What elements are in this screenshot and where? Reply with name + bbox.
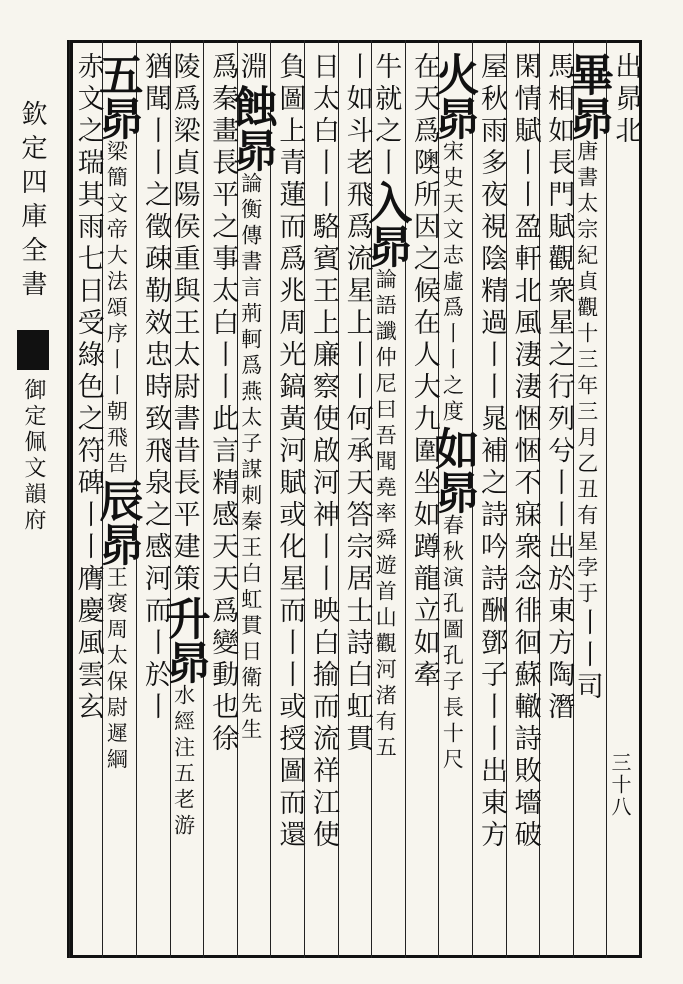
headword: 畢 (561, 52, 613, 96)
citation-text: 宋史天文志虛爲丨丨之度 (440, 140, 465, 426)
citation-text: 春秋演孔圖孔子長十尺 (440, 514, 465, 774)
text-column (158, 52, 210, 840)
column-text: 北 (610, 116, 642, 148)
citation-text: 水經注五老游 (171, 684, 196, 840)
headword: 昴 (427, 96, 479, 140)
column-text: 出昴 (610, 52, 642, 116)
text-column (305, 52, 341, 852)
column-text: 猶聞丨丨之徵疎勒效忠時致飛泉之感 (140, 52, 171, 564)
column-text: 碑丨丨膺慶風雲玄 (72, 468, 104, 724)
text-column (70, 52, 106, 724)
page-number: 三十八 (608, 752, 632, 818)
citation-text: 王褒周太保尉遲綱 (104, 566, 129, 774)
headword: 昴 (561, 96, 613, 140)
text-column (561, 52, 613, 704)
column-text: 河而丨於丨 (140, 564, 171, 724)
headword: 蝕 (225, 84, 277, 128)
column-text: 大九圍坐如蹲龍立如牽 (408, 372, 440, 692)
column-text: 赤文之瑞其雨七日受綠色之符 (72, 52, 104, 468)
text-column (406, 52, 442, 692)
column-text: 馬相如長門賦觀衆星之行列兮丨丨出於東方陶潛 (543, 52, 575, 724)
headword: 昴 (158, 640, 210, 684)
text-column (507, 52, 543, 852)
text-column (427, 52, 479, 774)
citation-text: 唐書太宗紀貞觀十三年三月乙丑有星孛于 (574, 140, 599, 608)
text-column (137, 52, 173, 724)
gutter-ink-block (17, 330, 49, 370)
book-title: 欽定四庫全書 (17, 100, 47, 304)
citation-text: 梁簡文帝大法頌序丨丨朝飛告 (104, 140, 129, 478)
column-text: 牛就之丨 (370, 52, 402, 180)
headword: 辰 (91, 478, 143, 522)
text-column (473, 52, 509, 852)
column-text: 淵 (235, 52, 267, 84)
headword: 昴 (360, 224, 412, 268)
text-column (360, 52, 412, 762)
headword: 昴 (225, 128, 277, 172)
text-column (339, 52, 375, 756)
headword: 升 (158, 596, 210, 640)
column-text: 老飛爲流星上丨丨何承天答宗居士詩白虹貫 (341, 148, 373, 756)
column-text: 閑情賦丨丨盈軒北風淒淒悃悃不寐衆念徘徊蘇轍詩敗墻破 (509, 52, 541, 852)
column-text: 丨如斗 (341, 52, 373, 148)
citation-text: 論衡傳書言荊軻爲燕太子謀刺秦王白虹貫日衛先生 (238, 172, 263, 744)
citation-text: 論語讖仲尼曰吾聞堯率舜遊首山觀河渚有五 (373, 268, 398, 762)
headword: 昴 (91, 96, 143, 140)
column-text: 爲秦畫長平之事太白丨丨此言精感天天爲變動也徐 (207, 52, 239, 756)
text-column (271, 52, 307, 852)
text-column (225, 52, 277, 744)
headword: 昴 (427, 470, 479, 514)
column-text: 司 (571, 672, 603, 704)
headword: 如 (427, 426, 479, 470)
column-text: 丨丨 (571, 608, 603, 672)
headword: 火 (427, 52, 479, 96)
column-text: 屋秋雨多夜視陰精過丨丨晁補之詩吟詩酬鄧子丨丨出東方 (476, 52, 507, 852)
column-text: 負圖上青蓮而爲兆周光鎬黃河賦或化星而丨丨或授圖而還 (274, 52, 306, 852)
column-text: 陵爲梁貞陽侯重與王太尉書昔長平建策 (168, 52, 200, 596)
headword: 入 (360, 180, 412, 224)
column-text: 日太白丨丨駱賓王上廉察使啟河神丨丨映白揄而流祥江使 (308, 52, 339, 852)
text-column (540, 52, 576, 724)
text-column (91, 52, 143, 774)
book-subtitle: 御定佩文韻府 (21, 378, 46, 534)
headword: 五 (91, 52, 143, 96)
page-gutter (0, 40, 70, 958)
headword: 昴 (91, 522, 143, 566)
column-text: 在天爲隩所因之候在人 (408, 52, 440, 372)
